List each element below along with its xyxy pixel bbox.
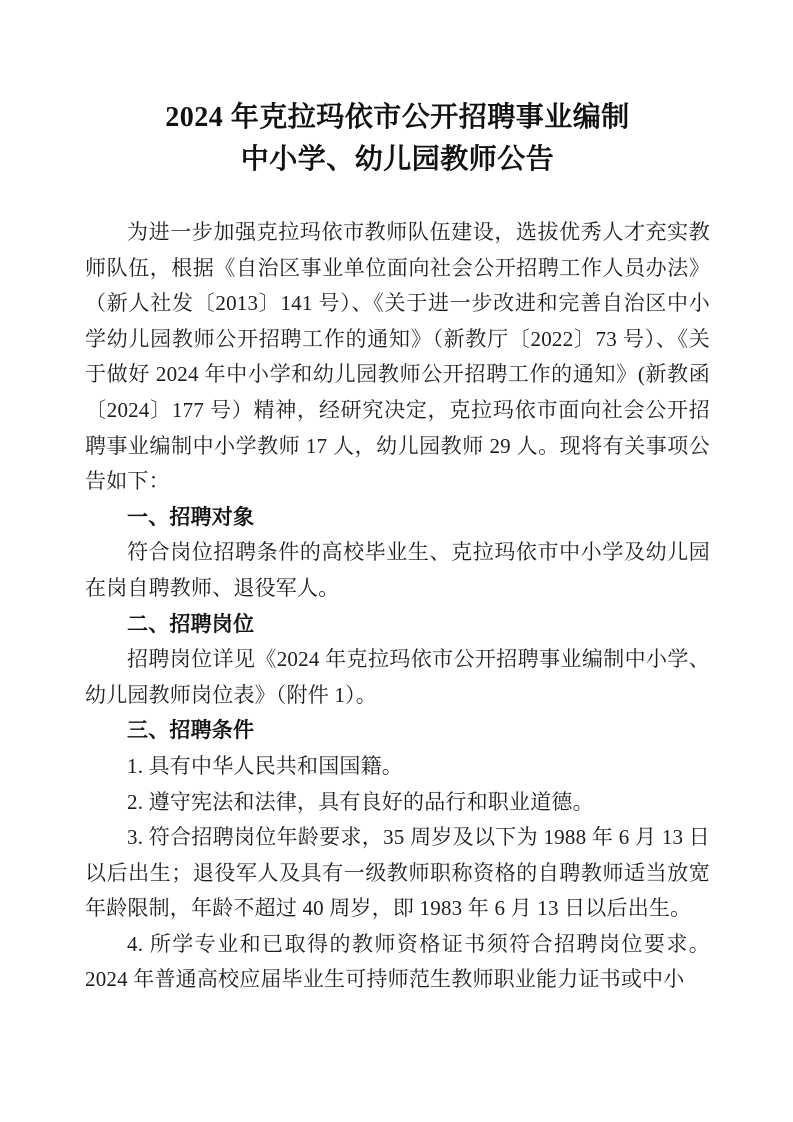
- document-title-line1: 2024 年克拉玛依市公开招聘事业编制: [165, 102, 630, 133]
- paragraph: 3. 符合招聘岗位年龄要求，35 周岁及以下为 1988 年 6 月 13 日以后出生；退役军人及具有一级教师职称资格的自聘教师适当放宽年龄限制，年龄不超过 40 周岁，即 1983 年 6 月 13 日以后出生。: [85, 825, 710, 921]
- paragraph: 2. 遵守宪法和法律，具有良好的品行和职业道德。: [127, 789, 594, 814]
- paragraph: 符合岗位招聘条件的高校毕业生、克拉玛依市中小学及幼儿园在岗自聘教师、退役军人。: [85, 540, 710, 600]
- paragraph: 1. 具有中华人民共和国国籍。: [127, 753, 403, 778]
- section-heading: 二、招聘岗位: [127, 612, 255, 636]
- document-title-line2: 中小学、幼儿园教师公告: [240, 144, 555, 175]
- paragraph: 招聘岗位详见《2024 年克拉玛依市公开招聘事业编制中小学、幼儿园教师岗位表》（附件 1）。: [85, 647, 710, 707]
- document-title: [85, 97, 710, 181]
- document-body: [85, 215, 710, 998]
- section-heading: 三、招聘条件: [127, 719, 255, 743]
- section-heading: 一、招聘对象: [127, 505, 255, 529]
- paragraph: 为进一步加强克拉玛依市教师队伍建设，选拔优秀人才充实教师队伍，根据《自治区事业单位面向社会公开招聘工作人员办法》（新人社发〔2013〕141 号）、《关于进一步改进和完善自治区中小学幼儿园教师公开招聘工作的通知》（新教厅〔2022〕73 号）、《关于做好 2024 年中小学和幼儿园教师公开招聘工作的通知》(新教函〔2024〕177 号）精神，经研究决定，克拉玛依市面向社会公开招聘事业编制中小学教师 17 人，幼儿园教师 29 人。现将有关事项公告如下：: [85, 220, 710, 494]
- document-content: [85, 97, 710, 998]
- paragraph: 4. 所学专业和已取得的教师资格证书须符合招聘岗位要求。2024 年普通高校应届毕业生可持师范生教师职业能力证书或中小: [85, 931, 710, 992]
